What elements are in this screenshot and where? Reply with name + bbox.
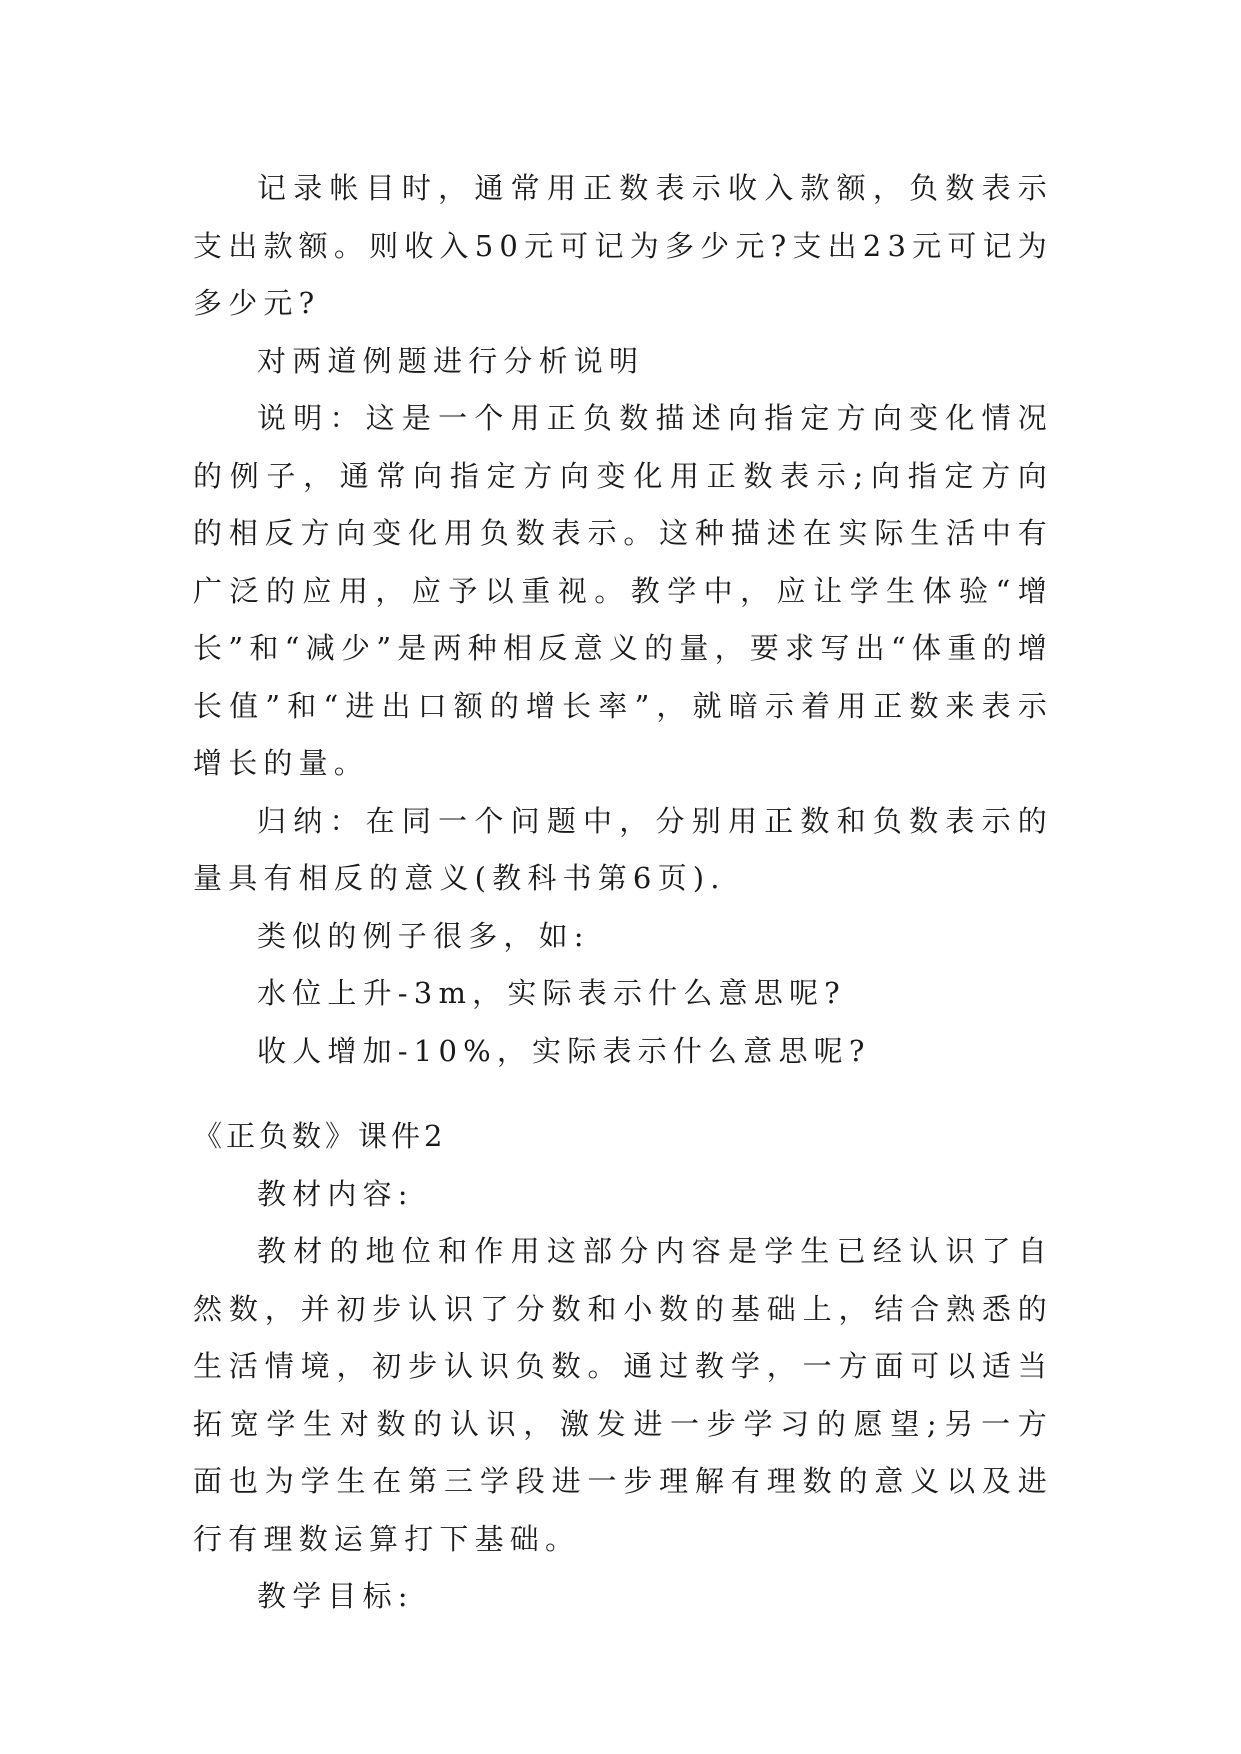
paragraph-explanation: 说明：这是一个用正负数描述向指定方向变化情况的例子，通常向指定方向变化用正数表示;向指定方向的相反方向变化用负数表示。这种描述在实际生活中有广泛的应用，应予以重视。教学中，应让学生体验“增长”和“减少”是两种相反意义的量，要求写出“体重的增长值”和“进出口额的增长率”，就暗示着用正数来表示增长的量。 — [193, 401, 1053, 780]
paragraph-analysis-note: 对两道例题进行分析说明 — [257, 343, 645, 378]
paragraph-teaching-goals-label: 教学目标: — [257, 1579, 414, 1613]
paragraph-income-question: 收人增加-10%，实际表示什么意思呢? — [257, 1033, 871, 1068]
paragraph-textbook-content-label: 教材内容: — [257, 1176, 414, 1211]
paragraph-accounting-example: 记录帐目时，通常用正数表示收入款额，负数表示支出款额。则收入50元可记为多少元?支出23元可记为多少元? — [193, 171, 1053, 320]
paragraph-water-level-question: 水位上升-3m，实际表示什么意思呢? — [257, 976, 846, 1010]
paragraph-summary: 归纳：在同一个问题中，分别用正数和负数表示的量具有相反的意义(教科书第6页). — [193, 803, 1053, 895]
paragraph-textbook-role: 教材的地位和作用这部分内容是学生已经认识了自然数，并初步认识了分数和小数的基础上，结合熟悉的生活情境，初步认识负数。通过教学，一方面可以适当拓宽学生对数的认识，激发进一步学习的愿望;另一方面也为学生在第三学段进一步理解有理数的意义以及进行有理数运算打下基础。 — [193, 1234, 1053, 1556]
paragraph-similar-examples: 类似的例子很多，如: — [257, 918, 590, 953]
document-body — [193, 160, 1053, 1626]
section-title: 《正负数》课件2 — [193, 1119, 447, 1153]
